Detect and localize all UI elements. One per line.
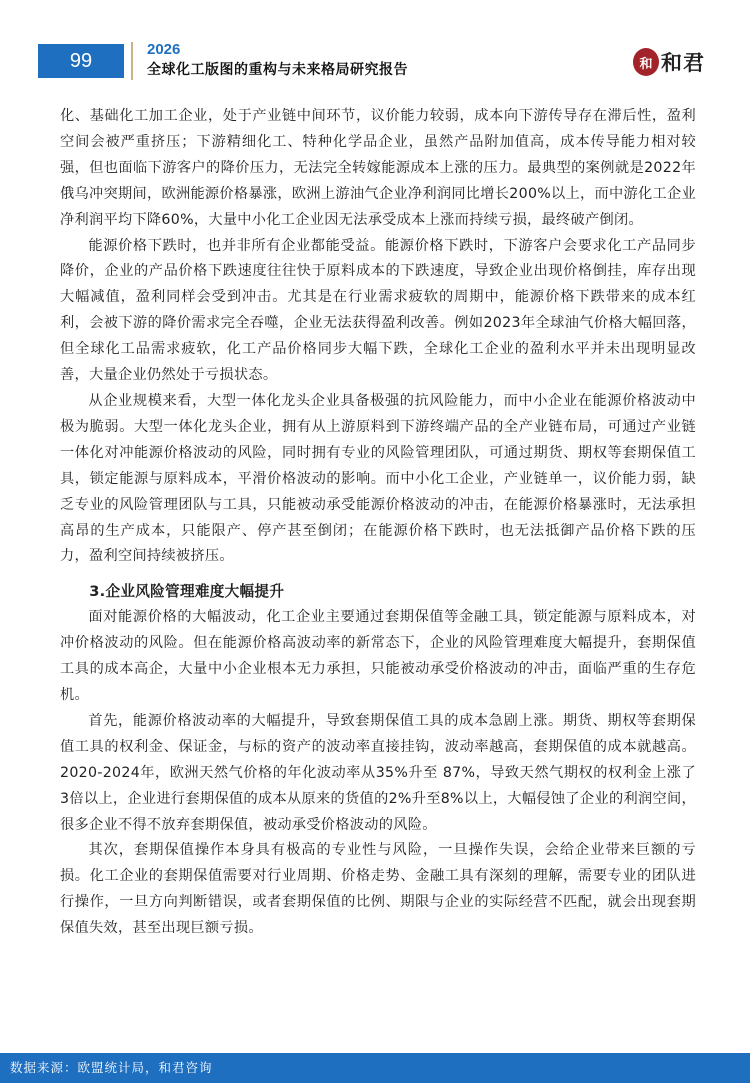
report-title: 全球化工版图的重构与未来格局研究报告 — [147, 62, 408, 78]
paragraph-5: 首先，能源价格波动率的大幅提升，导致套期保值工具的成本急剧上涨。期货、期权等套期保值工具的权利金、保证金，与标的资产的波动率直接挂钩，波动率越高，套期保值的成本就越高。2020-2024年，欧洲天然气价格的年化波动率从35%升至 87%，导致天然气期权的权利金上涨了3倍以上，企业进行套期保值的成本从原来的货值的2%升至8%以上，大幅侵蚀了企业的利润空间，很多企业不得不放弃套期保值，被动承受价格波动的风险。 — [60, 712, 696, 833]
data-source: 数据来源：欧盟统计局，和君咨询 — [10, 1060, 213, 1075]
seal-icon: 和 — [633, 48, 659, 76]
footer-bar — [0, 1053, 750, 1083]
paragraph-2: 能源价格下跌时，也并非所有企业都能受益。能源价格下跌时，下游客户会要求化工产品同步降价，企业的产品价格下跌速度往往快于原料成本的下跌速度，导致企业出现价格倒挂，库存出现大幅减值，盈利同样会受到冲击。尤其是在行业需求疲软的周期中，能源价格下跌带来的成本红利，会被下游的降价需求完全吞噬，企业无法获得盈利改善。例如2023年全球油气价格大幅回落，但全球化工品需求疲软，化工产品价格同步大幅下跌，全球化工企业的盈利水平并未出现明显改善，大量企业仍然处于亏损状态。 — [60, 237, 696, 384]
report-year: 2026 — [147, 41, 181, 58]
header-divider — [131, 42, 133, 80]
paragraph-3: 从企业规模来看，大型一体化龙头企业具备极强的抗风险能力，而中小企业在能源价格波动中极为脆弱。大型一体化龙头企业，拥有从上游原料到下游终端产品的全产业链布局，可通过产业链一体化对冲能源价格波动的风险，同时拥有专业的风险管理团队，可通过期货、期权等套期保值工具，锁定能源与原料成本，平滑价格波动的影响。而中小化工企业，产业链单一，议价能力弱，缺乏专业的风险管理团队与工具，只能被动承受能源价格波动的冲击，在能源价格暴涨时，无法承担高昂的生产成本，只能限产、停产甚至倒闭；在能源价格下跌时，也无法抵御产品价格下跌的压力，盈利空间持续被挤压。 — [60, 392, 696, 565]
paragraph-4: 面对能源价格的大幅波动，化工企业主要通过套期保值等金融工具，锁定能源与原料成本，对冲价格波动的风险。但在能源价格高波动率的新常态下，企业的风险管理难度大幅提升，套期保值工具的成本高企，大量中小企业根本无力承担，只能被动承受价格波动的冲击，面临严重的生存危机。 — [60, 609, 696, 704]
paragraph-1: 化、基础化工加工企业，处于产业链中间环节，议价能力较弱，成本向下游传导存在滞后性，盈利空间会被严重挤压；下游精细化工、特种化学品企业，虽然产品附加值高，成本传导能力相对较强，但也面临下游客户的降价压力，无法完全转嫁能源成本上涨的压力。最典型的案例就是2022年俄乌冲突期间，欧洲能源价格暴涨，欧洲上游油气企业净利润同比增长200%以上，而中游化工企业净利润平均下降60%，大量中小化工企业因无法承受成本上涨而持续亏损，最终破产倒闭。 — [60, 108, 696, 228]
brand-logo — [633, 46, 723, 78]
paragraph-6: 其次，套期保值操作本身具有极高的专业性与风险，一旦操作失误，会给企业带来巨额的亏损。化工企业的套期保值需要对行业周期、价格走势、金融工具有深刻的理解，需要专业的团队进行操作，一旦方向判断错误，或者套期保值的比例、期限与企业的实际经营不匹配，就会出现套期保值失效，甚至出现巨额亏损。 — [60, 842, 696, 937]
page-number: 99 — [38, 44, 124, 78]
logo-text: 和君 — [661, 50, 705, 75]
article-body — [60, 104, 696, 942]
section-heading: 3.企业风险管理难度大幅提升 — [89, 583, 285, 601]
